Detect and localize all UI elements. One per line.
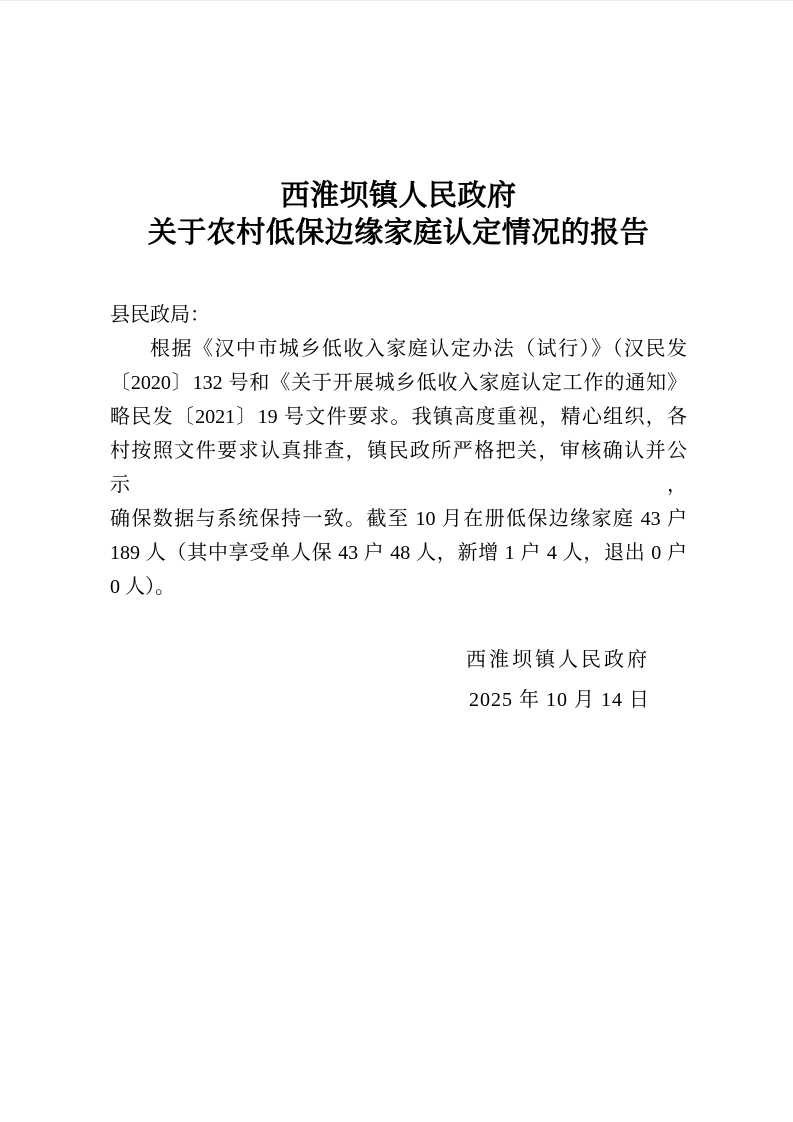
paragraph-line-2: 〔2020〕132 号和《关于开展城乡低收入家庭认定工作的通知》 xyxy=(110,372,687,394)
document-body xyxy=(110,298,687,604)
paragraph-line-7: 0 人）。 xyxy=(110,576,175,598)
paragraph-line-6: 189 人（其中享受单人保 43 户 48 人，新增 1 户 4 人，退出 0 户 xyxy=(110,542,687,564)
paragraph-line-4: 村按照文件要求认真排查，镇民政所严格把关，审核确认并公示， xyxy=(110,440,687,496)
document-title xyxy=(110,178,687,252)
signature-name: 西淮坝镇人民政府 xyxy=(466,649,650,671)
signature-date: 2025 年 10 月 14 日 xyxy=(469,689,650,711)
paragraph-line-3: 略民发〔2021〕19 号文件要求。我镇高度重视，精心组织，各 xyxy=(110,406,687,428)
signature-block xyxy=(110,640,687,720)
salutation: 县民政局： xyxy=(110,304,210,326)
title-line-1: 西淮坝镇人民政府 xyxy=(280,180,517,212)
paragraph-line-5: 确保数据与系统保持一致。截至 10 月在册低保边缘家庭 43 户 xyxy=(110,508,687,530)
paragraph-line-1: 根据《汉中市城乡低收入家庭认定办法（试行）》（汉民发 xyxy=(150,338,687,360)
title-line-2: 关于农村低保边缘家庭认定情况的报告 xyxy=(147,217,650,249)
